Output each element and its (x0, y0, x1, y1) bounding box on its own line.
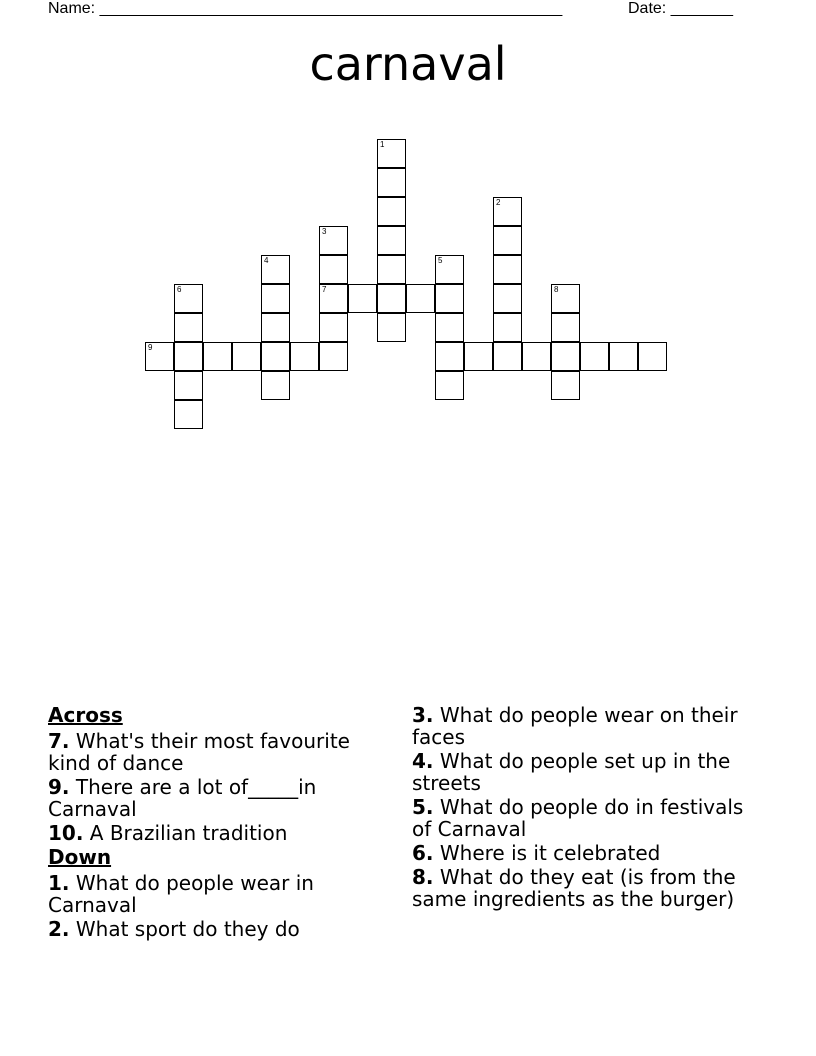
cell-number: 8 (554, 285, 559, 294)
cell-number: 6 (177, 285, 182, 294)
clue-text: What's their most favourite kind of dance (48, 729, 350, 775)
clue-number: 4. (412, 749, 434, 773)
clue-text: What do they eat (is from the same ingredients as the burger) (412, 865, 736, 911)
crossword-cell[interactable] (493, 197, 522, 226)
crossword-cell[interactable] (319, 255, 348, 284)
crossword-cell[interactable] (377, 255, 406, 284)
crossword-cell[interactable] (580, 342, 609, 371)
crossword-cell[interactable] (435, 313, 464, 342)
clue-number: 6. (412, 841, 434, 865)
crossword-cell[interactable] (609, 342, 638, 371)
clue-text: What do people set up in the streets (412, 749, 731, 795)
clue-down-4 (412, 750, 762, 794)
crossword-cell[interactable] (377, 197, 406, 226)
clue-down-6 (412, 842, 762, 864)
clue-text: There are a lot of_____in Carnaval (48, 775, 317, 821)
crossword-cell[interactable] (290, 342, 319, 371)
name-field-label: Name: ____________________________________________________ (48, 0, 563, 17)
clue-number: 10. (48, 821, 84, 845)
crossword-cell[interactable] (319, 226, 348, 255)
crossword-cell[interactable] (435, 342, 464, 371)
crossword-cell[interactable] (174, 313, 203, 342)
clue-text: What do people wear on their faces (412, 703, 738, 749)
crossword-cell[interactable] (522, 342, 551, 371)
clue-across-7 (48, 730, 378, 774)
crossword-cell[interactable] (319, 284, 348, 313)
cell-number: 9 (148, 343, 153, 352)
clue-number: 1. (48, 871, 70, 895)
clue-text: What do people wear in Carnaval (48, 871, 314, 917)
cell-number: 3 (322, 227, 327, 236)
crossword-cell[interactable] (493, 284, 522, 313)
clue-number: 7. (48, 729, 70, 753)
crossword-cell[interactable] (261, 284, 290, 313)
clue-text: What sport do they do (75, 917, 300, 941)
clue-down-2 (48, 918, 378, 940)
across-heading: Across (48, 703, 123, 727)
crossword-cell[interactable] (261, 371, 290, 400)
cell-number: 1 (380, 140, 385, 149)
crossword-cell[interactable] (435, 371, 464, 400)
cell-number: 4 (264, 256, 269, 265)
clue-down-8 (412, 866, 762, 910)
cell-number: 2 (496, 198, 501, 207)
date-field-label: Date: _______ (628, 0, 733, 17)
crossword-cell[interactable] (638, 342, 667, 371)
crossword-cell[interactable] (145, 342, 174, 371)
crossword-cell[interactable] (319, 342, 348, 371)
crossword-cell[interactable] (174, 371, 203, 400)
clue-text: A Brazilian tradition (89, 821, 288, 845)
crossword-cell[interactable] (406, 284, 435, 313)
crossword-cell[interactable] (174, 284, 203, 313)
crossword-cell[interactable] (377, 313, 406, 342)
crossword-cell[interactable] (261, 255, 290, 284)
crossword-cell[interactable] (377, 168, 406, 197)
clue-number: 9. (48, 775, 70, 799)
crossword-cell[interactable] (551, 284, 580, 313)
down-heading: Down (48, 845, 112, 869)
clue-number: 2. (48, 917, 70, 941)
crossword-cell[interactable] (261, 313, 290, 342)
cell-number: 7 (322, 285, 327, 294)
crossword-cell[interactable] (435, 284, 464, 313)
clue-down-5 (412, 796, 762, 840)
crossword-cell[interactable] (551, 371, 580, 400)
crossword-cell[interactable] (319, 313, 348, 342)
clue-number: 5. (412, 795, 434, 819)
clue-down-3 (412, 704, 762, 748)
clue-number: 8. (412, 865, 434, 889)
crossword-cell[interactable] (174, 342, 203, 371)
clue-number: 3. (412, 703, 434, 727)
clues-left-column (48, 704, 378, 942)
clue-text: Where is it celebrated (439, 841, 661, 865)
crossword-cell[interactable] (493, 313, 522, 342)
crossword-cell[interactable] (377, 284, 406, 313)
clue-down-1 (48, 872, 378, 916)
crossword-cell[interactable] (464, 342, 493, 371)
crossword-cell[interactable] (261, 342, 290, 371)
clue-text: What do people do in festivals of Carnaval (412, 795, 744, 841)
crossword-cell[interactable] (377, 226, 406, 255)
crossword-cell[interactable] (174, 400, 203, 429)
clue-across-9 (48, 776, 378, 820)
crossword-cell[interactable] (493, 255, 522, 284)
cell-number: 5 (438, 256, 443, 265)
crossword-cell[interactable] (203, 342, 232, 371)
crossword-cell[interactable] (493, 226, 522, 255)
crossword-cell[interactable] (435, 255, 464, 284)
page-title: carnaval (309, 37, 507, 91)
crossword-cell[interactable] (232, 342, 261, 371)
crossword-cell[interactable] (493, 342, 522, 371)
crossword-cell[interactable] (551, 313, 580, 342)
crossword-cell[interactable] (348, 284, 377, 313)
crossword-cell[interactable] (551, 342, 580, 371)
clues-right-column (412, 704, 762, 912)
clue-across-10 (48, 822, 378, 844)
crossword-cell[interactable] (377, 139, 406, 168)
